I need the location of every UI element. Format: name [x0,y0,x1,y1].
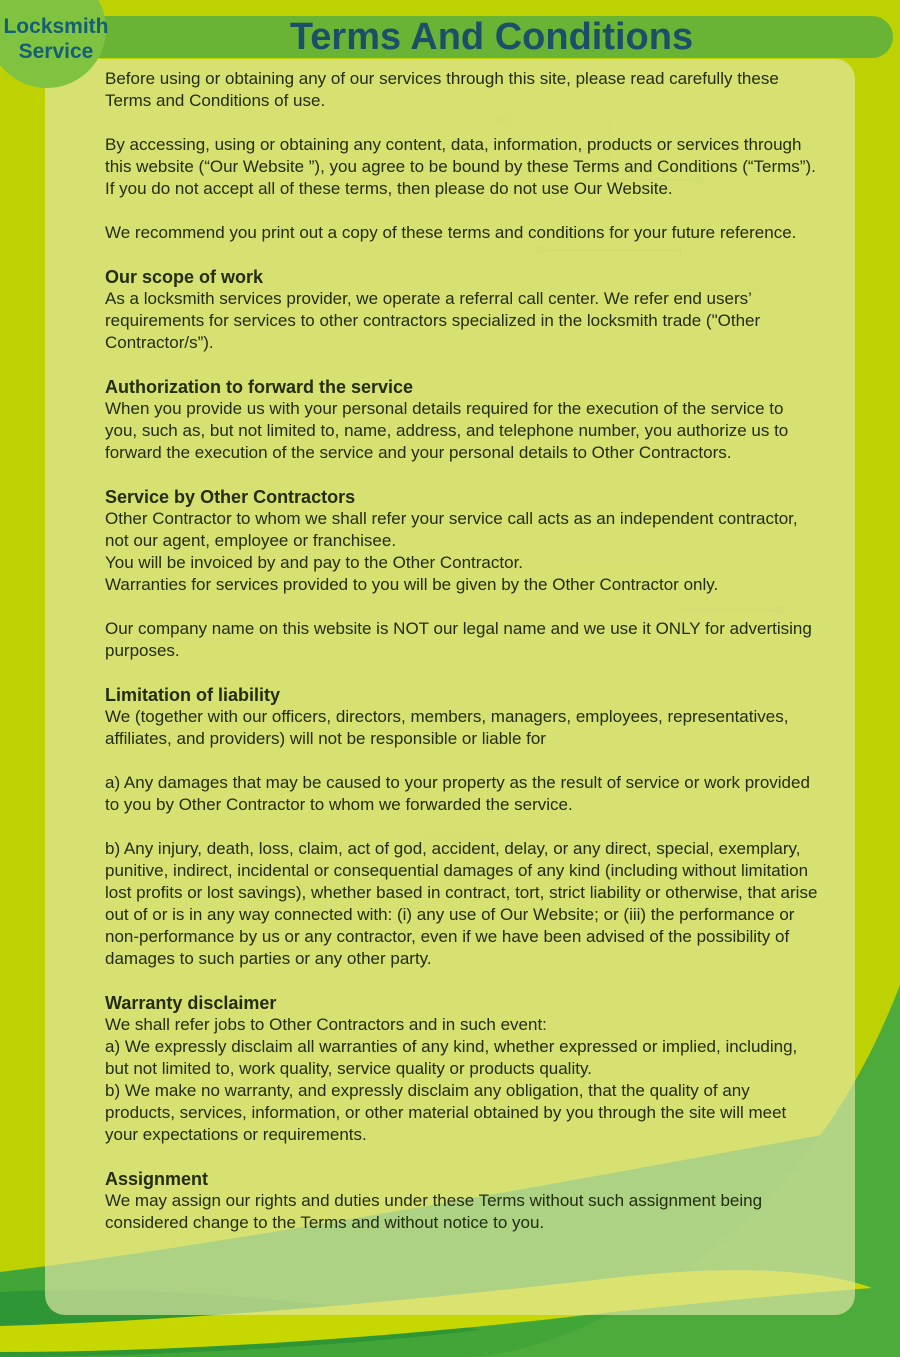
section-heading: Authorization to forward the service [105,377,414,397]
paragraph: a) We expressly disclaim all warranties of any kind, whether expressed or implied, including, but not limited to, work quality, service quality or products quality. [105,1037,798,1078]
paragraph: By accessing, using or obtaining any content, data, information, products or services through this website (“Our Website ”), you agree to be bound by these Terms and Conditions (“Terms”). If you do not accept all of these terms, then please do not use Our Website. [105,135,816,198]
title-band [0,16,893,58]
terms-section [105,992,820,1146]
logo-line2: Service [18,40,94,63]
terms-section [105,684,820,970]
logo-line1: Locksmith [3,15,109,38]
terms-section [105,376,820,464]
paragraph: Other Contractor to whom we shall refer your service call acts as an independent contractor, not our agent, employee or franchisee. [105,509,798,550]
paragraph-spacer [105,750,820,772]
paragraph: Warranties for services provided to you will be given by the Other Contractor only. [105,575,719,594]
section-heading: Service by Other Contractors [105,487,356,507]
content-panel [45,59,855,1315]
paragraph: Our company name on this website is NOT our legal name and we use it ONLY for advertising purposes. [105,619,812,660]
paragraph: a) Any damages that may be caused to your property as the result of service or work provided to you by Other Contractor to whom we forwarded the service. [105,773,810,814]
paragraph-spacer [105,112,820,134]
paragraph: We (together with our officers, directors, members, managers, employees, representatives, affiliates, and providers) will not be responsible or liable for [105,707,789,748]
sections [105,68,820,1234]
terms-section [105,1168,820,1234]
paragraph-spacer [105,596,820,618]
section-heading: Warranty disclaimer [105,993,277,1013]
paragraph: b) Any injury, death, loss, claim, act of god, accident, delay, or any direct, special, exemplary, punitive, indirect, incidental or consequential damages of any kind (including without limitation lost profits or lost savings), whether based in contract, tort, strict liability or otherwise, that arise out of or is in any way connected with: (i) any use of Our Website; or (iii) the performance or non-performance by us or any contractor, even if we have been advised of the possibility of damages to such parties or any other party. [105,839,818,968]
terms-section [105,68,820,244]
paragraph: As a locksmith services provider, we operate a referral call center. We refer end users’ requirements for services to other contractors specialized in the locksmith trade ("Other Contractor/s”). [105,289,761,352]
paragraph: When you provide us with your personal details required for the execution of the service to you, such as, but not limited to, name, address, and telephone number, you authorize us to forward the execution of the service and your personal details to Other Contractors. [105,399,789,462]
paragraph: Before using or obtaining any of our services through this site, please read carefully these Terms and Conditions of use. [105,69,779,110]
paragraph: We may assign our rights and duties under these Terms without such assignment being considered change to the Terms and without notice to you. [105,1191,763,1232]
section-heading: Our scope of work [105,267,264,287]
terms-section [105,486,820,662]
paragraph: b) We make no warranty, and expressly disclaim any obligation, that the quality of any products, services, information, or other material obtained by you through the site will meet your expectations or requirements. [105,1081,787,1144]
paragraph: You will be invoiced by and pay to the Other Contractor. [105,553,524,572]
page-title: Terms And Conditions [289,16,694,58]
terms-section [105,266,820,354]
paragraph: We recommend you print out a copy of these terms and conditions for your future reference. [105,223,797,242]
paragraph-spacer [105,816,820,838]
section-heading: Limitation of liability [105,685,280,705]
paragraph: We shall refer jobs to Other Contractors and in such event: [105,1015,547,1034]
logo-text [0,14,112,64]
section-heading: Assignment [105,1169,209,1189]
paragraph-spacer [105,200,820,222]
